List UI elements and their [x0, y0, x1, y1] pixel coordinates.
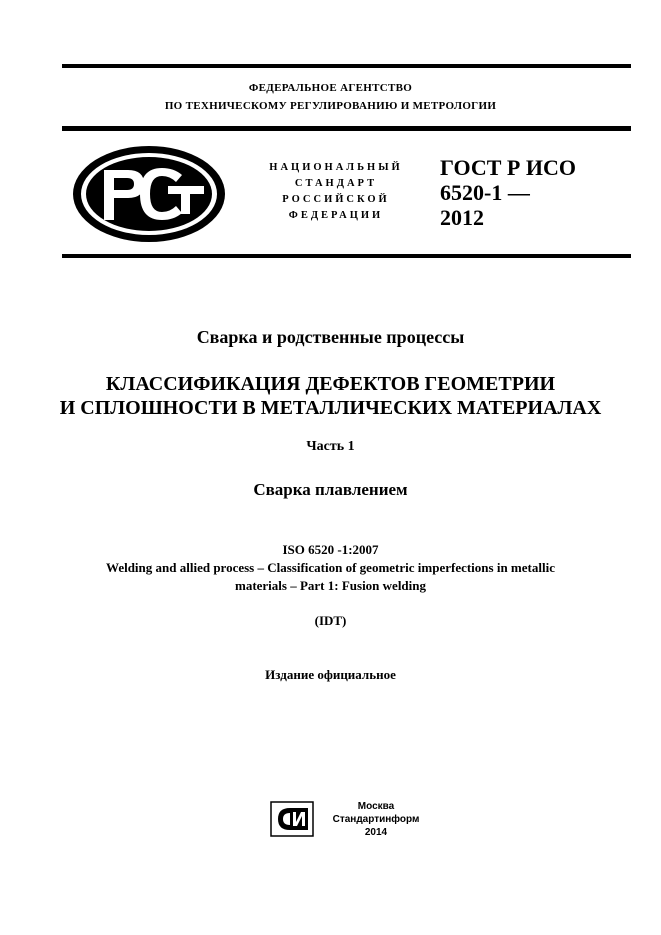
title-line: И СПЛОШНОСТИ В МЕТАЛЛИЧЕСКИХ МАТЕРИАЛАХ [59, 397, 602, 419]
part-number: Часть 1 [306, 439, 355, 454]
national-standard-label [262, 160, 410, 224]
standard-code [440, 155, 640, 230]
header-rule [62, 126, 631, 131]
standard-code-line: 2012 [440, 205, 484, 230]
standard-code-line: ГОСТ Р ИСО [440, 155, 576, 180]
iso-title-line: Welding and allied process – Classification of geometric imperfections in metallic [106, 560, 555, 575]
document-title [0, 372, 661, 420]
part-name: Сварка плавлением [253, 480, 408, 499]
document-subtitle: Сварка и родственные процессы [196, 327, 465, 347]
standard-code-line: 6520-1 — [440, 180, 530, 205]
title-line: КЛАССИФИКАЦИЯ ДЕФЕКТОВ ГЕОМЕТРИИ [105, 373, 556, 395]
publisher-logo-icon [268, 800, 316, 838]
idt-label: (IDT) [314, 613, 347, 628]
iso-code: ISO 6520 -1:2007 [282, 542, 379, 557]
iso-reference [0, 541, 661, 595]
agency-line-2: ПО ТЕХНИЧЕСКОМУ РЕГУЛИРОВАНИЮ И МЕТРОЛОГИИ [164, 100, 497, 112]
publisher-info [326, 800, 426, 839]
national-line: ФЕДЕРАЦИИ [288, 210, 384, 221]
publisher-city: Москва [357, 801, 395, 812]
iso-title-line: materials – Part 1: Fusion welding [234, 578, 426, 593]
agency-line-1: ФЕДЕРАЛЬНОЕ АГЕНТСТВО [248, 82, 413, 94]
publisher-name: Стандартинформ [332, 814, 420, 825]
publisher-year: 2014 [364, 827, 388, 838]
block-bottom-rule [62, 254, 631, 258]
national-line: НАЦИОНАЛЬНЫЙ [269, 162, 403, 173]
rst-logo-icon [70, 142, 230, 247]
edition-label: Издание официальное [265, 667, 396, 682]
national-line: СТАНДАРТ [294, 178, 378, 189]
top-rule [62, 64, 631, 68]
national-line: РОССИЙСКОЙ [282, 194, 390, 205]
